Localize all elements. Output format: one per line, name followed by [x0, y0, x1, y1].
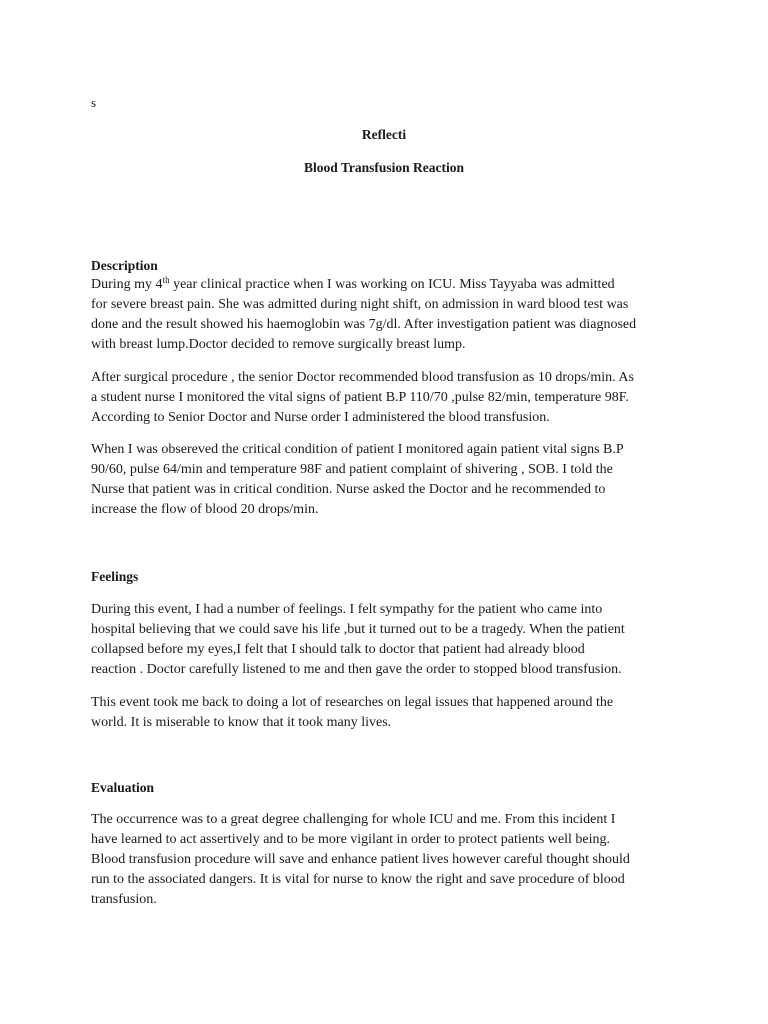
text-line: During this event, I had a number of feelings. I felt sympathy for the patient who came into: [91, 602, 603, 617]
document-subtitle: Blood Transfusion Reaction: [303, 160, 465, 175]
text-line: collapsed before my eyes,I felt that I should talk to doctor that patient had already blood: [91, 642, 585, 657]
text-line: with breast lump.Doctor decided to remove surgically breast lump.: [91, 337, 466, 352]
document-title: Reflecti: [361, 127, 407, 142]
feelings-heading: Feelings: [91, 569, 139, 584]
text-segment: year clinical practice when I was working on ICU. Miss Tayyaba was admitted: [169, 277, 615, 292]
text-line: transfusion.: [91, 892, 157, 907]
text-line: increase the flow of blood 20 drops/min.: [91, 502, 319, 517]
description-paragraph-2: [91, 368, 691, 428]
evaluation-paragraph-1: [91, 810, 691, 910]
feelings-paragraph-2: [91, 693, 691, 733]
text-line: a student nurse I monitored the vital signs of patient B.P 110/70 ,pulse 82/min, temperature 98F.: [91, 390, 629, 405]
stray-character: s: [91, 95, 97, 110]
text-line: run to the associated dangers. It is vital for nurse to know the right and save procedure of blood: [91, 872, 625, 887]
text-line: The occurrence was to a great degree challenging for whole ICU and me. From this incident I: [91, 812, 616, 827]
text-line: for severe breast pain. She was admitted during night shift, on admission in ward blood test was: [91, 297, 629, 312]
superscript: th: [162, 275, 170, 285]
description-heading: Description: [91, 258, 158, 273]
text-line: have learned to act assertively and to be more vigilant in order to protect patients well being.: [91, 832, 610, 847]
text-line: This event took me back to doing a lot of researches on legal issues that happened around the: [91, 695, 614, 710]
text-line: hospital believing that we could save his life ,but it turned out to be a tragedy. When the patient: [91, 622, 625, 637]
text-line: After surgical procedure , the senior Doctor recommended blood transfusion as 10 drops/min. As: [91, 370, 634, 385]
text-line: world. It is miserable to know that it took many lives.: [91, 715, 392, 730]
text-line: Nurse that patient was in critical condition. Nurse asked the Doctor and he recommended to: [91, 482, 606, 497]
description-paragraph-1: [91, 275, 691, 355]
text-line: 90/60, pulse 64/min and temperature 98F and patient complaint of shivering , SOB. I told the: [91, 462, 613, 477]
text-line: [91, 275, 691, 295]
text-line: done and the result showed his haemoglobin was 7g/dl. After investigation patient was diagnosed: [91, 317, 637, 332]
text-segment: During my 4: [91, 277, 163, 292]
text-line: When I was obsereved the critical condition of patient I monitored again patient vital signs B.P: [91, 442, 624, 457]
description-paragraph-3: [91, 440, 691, 520]
text-line: According to Senior Doctor and Nurse order I administered the blood transfusion.: [91, 410, 550, 425]
evaluation-heading: Evaluation: [91, 780, 155, 795]
text-line: Blood transfusion procedure will save and enhance patient lives however careful thought should: [91, 852, 630, 867]
text-line: reaction . Doctor carefully listened to me and then gave the order to stopped blood transfusion.: [91, 662, 622, 677]
feelings-paragraph-1: [91, 600, 691, 680]
